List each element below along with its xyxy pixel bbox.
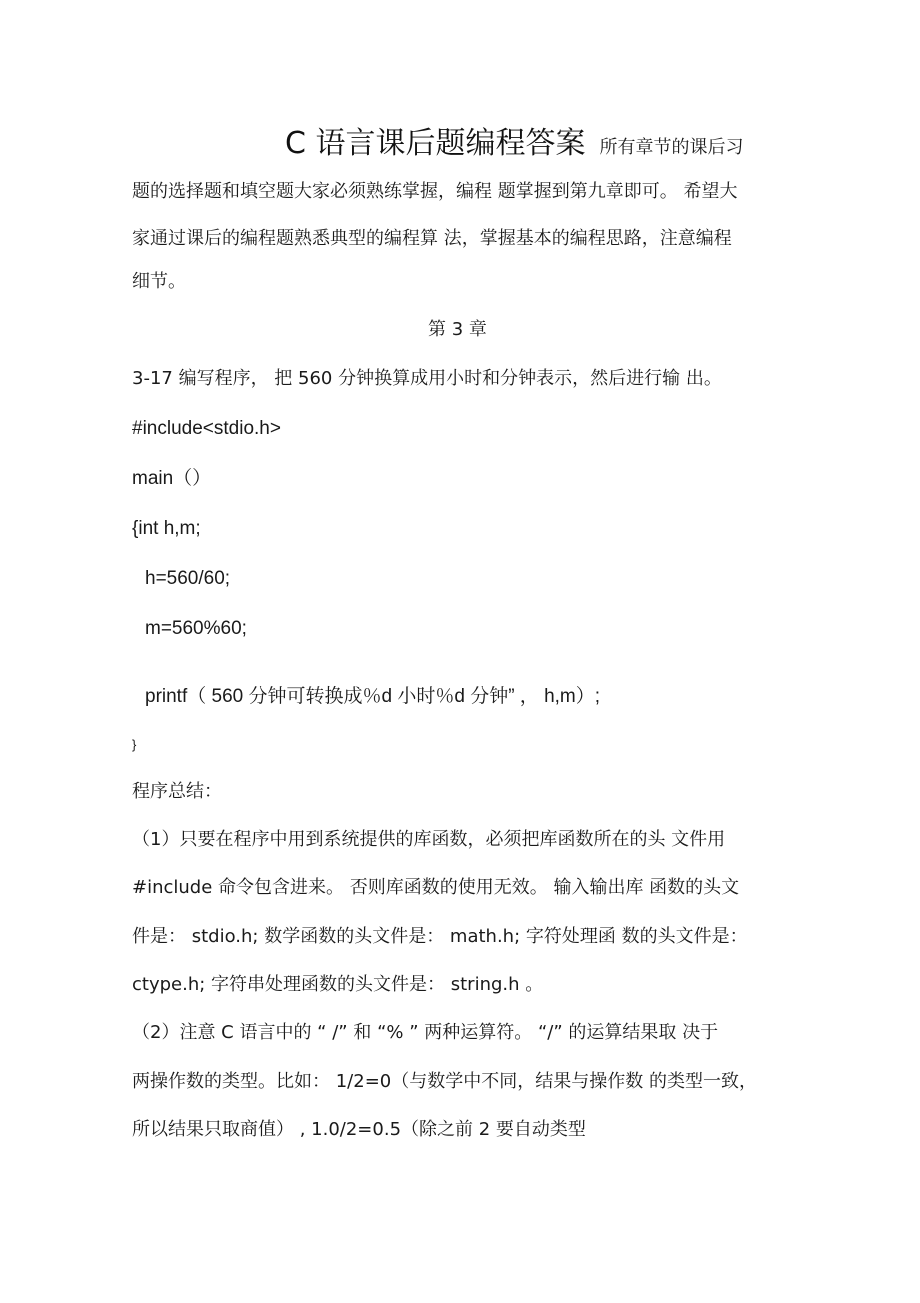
- document-title: C 语言课后题编程答案: [285, 126, 586, 161]
- code-line-printf: printf（ 560 分钟可转换成％d 小时％d 分钟” ， h,m）;: [145, 686, 601, 707]
- code-line-include: #include<stdio.h>: [132, 418, 281, 439]
- intro-line-3: 家通过课后的编程题熟悉典型的编程算 法，掌握基本的编程思路，注意编程: [132, 228, 732, 249]
- summary-line-7: 所以结果只取商值） , 1.0/2=0.5（除之前 2 要自动类型: [132, 1119, 586, 1140]
- problem-statement: 3-17 编写程序， 把 560 分钟换算成用小时和分钟表示，然后进行输 出。: [132, 368, 722, 389]
- code-line-declaration: {int h,m;: [132, 518, 201, 539]
- summary-line-2: #include 命令包含进来。 否则库函数的使用无效。 输入输出库 函数的头文: [132, 877, 740, 898]
- code-line-main: main（）: [132, 468, 212, 489]
- intro-line-1: 所有章节的课后习: [599, 137, 744, 158]
- summary-line-1: （1）只要在程序中用到系统提供的库函数，必须把库函数所在的头 文件用: [132, 829, 726, 850]
- summary-line-3: 件是： stdio.h; 数学函数的头文件是： math.h; 字符处理函 数的头文件是：: [132, 926, 748, 947]
- summary-line-5: （2）注意 C 语言中的 “ /” 和 “% ” 两种运算符。 “/” 的运算结果取 决于: [132, 1022, 719, 1043]
- code-line-closing-brace: }: [132, 737, 137, 752]
- summary-line-6: 两操作数的类型。比如： 1/2=0（与数学中不同，结果与操作数 的类型一致，: [132, 1071, 757, 1092]
- title-line: [285, 124, 743, 164]
- chapter-heading: 第 3 章: [428, 319, 487, 340]
- intro-line-2: 题的选择题和填空题大家必须熟练掌握，编程 题掌握到第九章即可。 希望大: [132, 181, 738, 202]
- code-line-minutes: m=560%60;: [145, 618, 247, 639]
- intro-line-4: 细节。: [132, 271, 186, 292]
- summary-line-4: ctype.h; 字符串处理函数的头文件是： string.h 。: [132, 974, 544, 995]
- summary-heading: 程序总结：: [132, 781, 222, 802]
- code-line-hours: h=560/60;: [145, 568, 231, 589]
